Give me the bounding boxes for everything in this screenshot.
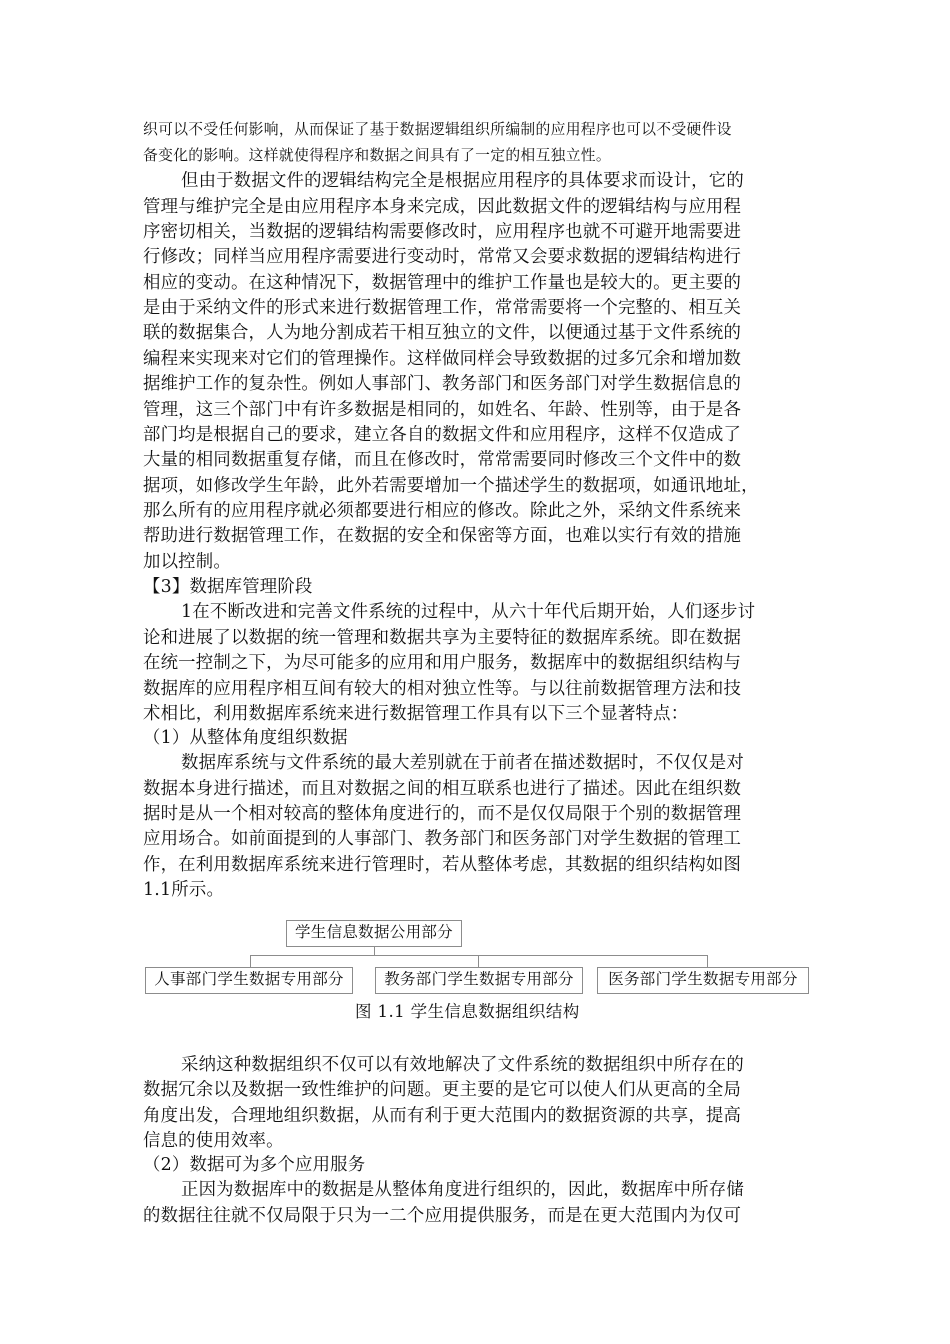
paragraph-line: 据时是从一个相对较高的整体角度进行的，而不是仅仅局限于个别的数据管理 <box>143 804 742 824</box>
connector-line <box>374 947 375 955</box>
paragraph-line: 角度出发，合理地组织数据，从而有利于更大范围内的数据资源的共享，提高 <box>143 1106 742 1126</box>
paragraph-line: 术相比，利用数据库系统来进行数据管理工作具有以下三个显著特点： <box>143 704 689 724</box>
paragraph-line: 论和进展了以数据的统一管理和数据共享为主要特征的数据库系统。即在数据 <box>143 628 742 648</box>
subsection-heading: （2）数据可为多个应用服务 <box>143 1155 366 1175</box>
paragraph-line: 管理与维护完全是由应用程序本身来完成，因此数据文件的逻辑结构与应用程 <box>143 197 742 217</box>
paragraph-line: 的数据往往就不仅局限于只为一二个应用提供服务，而是在更大范围内为仅可 <box>143 1206 742 1226</box>
paragraph-line: 帮助进行数据管理工作，在数据的安全和保密等方面，也难以实行有效的措施 <box>143 526 742 546</box>
connector-line <box>250 955 708 956</box>
section-heading: 【3】数据库管理阶段 <box>143 577 313 597</box>
paragraph-line: 序密切相关，当数据的逻辑结构需要修改时，应用程序也就不可避开地需要进 <box>143 222 742 242</box>
paragraph-line: 信息的使用效率。 <box>143 1131 284 1151</box>
subsection-heading: （1）从整体角度组织数据 <box>143 728 348 748</box>
paragraph-line: 采纳这种数据组织不仅可以有效地解决了文件系统的数据组织中所存在的 <box>181 1055 744 1075</box>
connector-line <box>478 955 479 967</box>
paragraph-line: 编程来实现来对它们的管理操作。这样做同样会导致数据的过多冗余和增加数 <box>143 349 742 369</box>
paragraph-line: 织可以不受任何影响，从而保证了基于数据逻辑组织所编制的应用程序也可以不受硬件设 <box>143 121 732 138</box>
diagram-child-box: 教务部门学生数据专用部分 <box>375 967 583 994</box>
paragraph-line: 应用场合。如前面提到的人事部门、教务部门和医务部门对学生数据的管理工 <box>143 829 742 849</box>
paragraph-line: 加以控制。 <box>143 552 231 572</box>
paragraph-line: 大量的相同数据重复存储，而且在修改时，常常需要同时修改三个文件中的数 <box>143 450 742 470</box>
paragraph-line: 作，在利用数据库系统来进行管理时，若从整体考虑，其数据的组织结构如图 <box>143 855 742 875</box>
paragraph-line: 数据库系统与文件系统的最大差别就在于前者在描述数据时，不仅仅是对 <box>181 753 744 773</box>
paragraph-line: 那么所有的应用程序就必须都要进行相应的修改。除此之外，采纳文件系统来 <box>143 501 742 521</box>
paragraph-line: 1在不断改进和完善文件系统的过程中，从六十年代后期开始，人们逐步讨 <box>181 602 756 622</box>
diagram-child-box: 医务部门学生数据专用部分 <box>597 967 809 994</box>
paragraph-line: 相应的变动。在这种情况下，数据管理中的维护工作量也是较大的。更主要的 <box>143 273 742 293</box>
diagram-child-box: 人事部门学生数据专用部分 <box>145 967 353 994</box>
paragraph-line: 据维护工作的复杂性。例如人事部门、教务部门和医务部门对学生数据信息的 <box>143 374 742 394</box>
paragraph-line: 但由于数据文件的逻辑结构完全是根据应用程序的具体要求而设计，它的 <box>181 171 744 191</box>
paragraph-line: 行修改；同样当应用程序需要进行变动时，常常又会要求数据的逻辑结构进行 <box>143 247 742 267</box>
paragraph-line: 据项，如修改学生年龄，此外若需要增加一个描述学生的数据项，如通讯地址， <box>143 476 759 496</box>
paragraph-line: 数据冗余以及数据一致性维护的问题。更主要的是它可以使人们从更高的全局 <box>143 1080 742 1100</box>
paragraph-line: 管理，这三个部门中有许多数据是相同的，如姓名、年龄、性别等，由于是各 <box>143 400 742 420</box>
connector-line <box>250 955 251 967</box>
paragraph-line: 联的数据集合，人为地分割成若干相互独立的文件，以便通过基于文件系统的 <box>143 323 742 343</box>
paragraph-line: 部门均是根据自己的要求，建立各自的数据文件和应用程序，这样不仅造成了 <box>143 425 742 445</box>
paragraph-line: 在统一控制之下，为尽可能多的应用和用户服务，数据库中的数据组织结构与 <box>143 653 742 673</box>
connector-line <box>707 955 708 967</box>
paragraph-line: 是由于采纳文件的形式来进行数据管理工作，常常需要将一个完整的、相互关 <box>143 298 742 318</box>
figure-caption: 图 1.1 学生信息数据组织结构 <box>355 1002 580 1021</box>
paragraph-line: 数据库的应用程序相互间有较大的相对独立性等。与以往前数据管理方法和技 <box>143 679 742 699</box>
paragraph-line: 备变化的影响。这样就使得程序和数据之间具有了一定的相互独立性。 <box>143 147 612 164</box>
paragraph-line: 数据本身进行描述，而且对数据之间的相互联系也进行了描述。因此在组织数 <box>143 779 742 799</box>
paragraph-line: 正因为数据库中的数据是从整体角度进行组织的，因此，数据库中所存储 <box>181 1180 744 1200</box>
paragraph-line: 1.1所示。 <box>143 880 225 900</box>
diagram-root-box: 学生信息数据公用部分 <box>286 920 462 947</box>
